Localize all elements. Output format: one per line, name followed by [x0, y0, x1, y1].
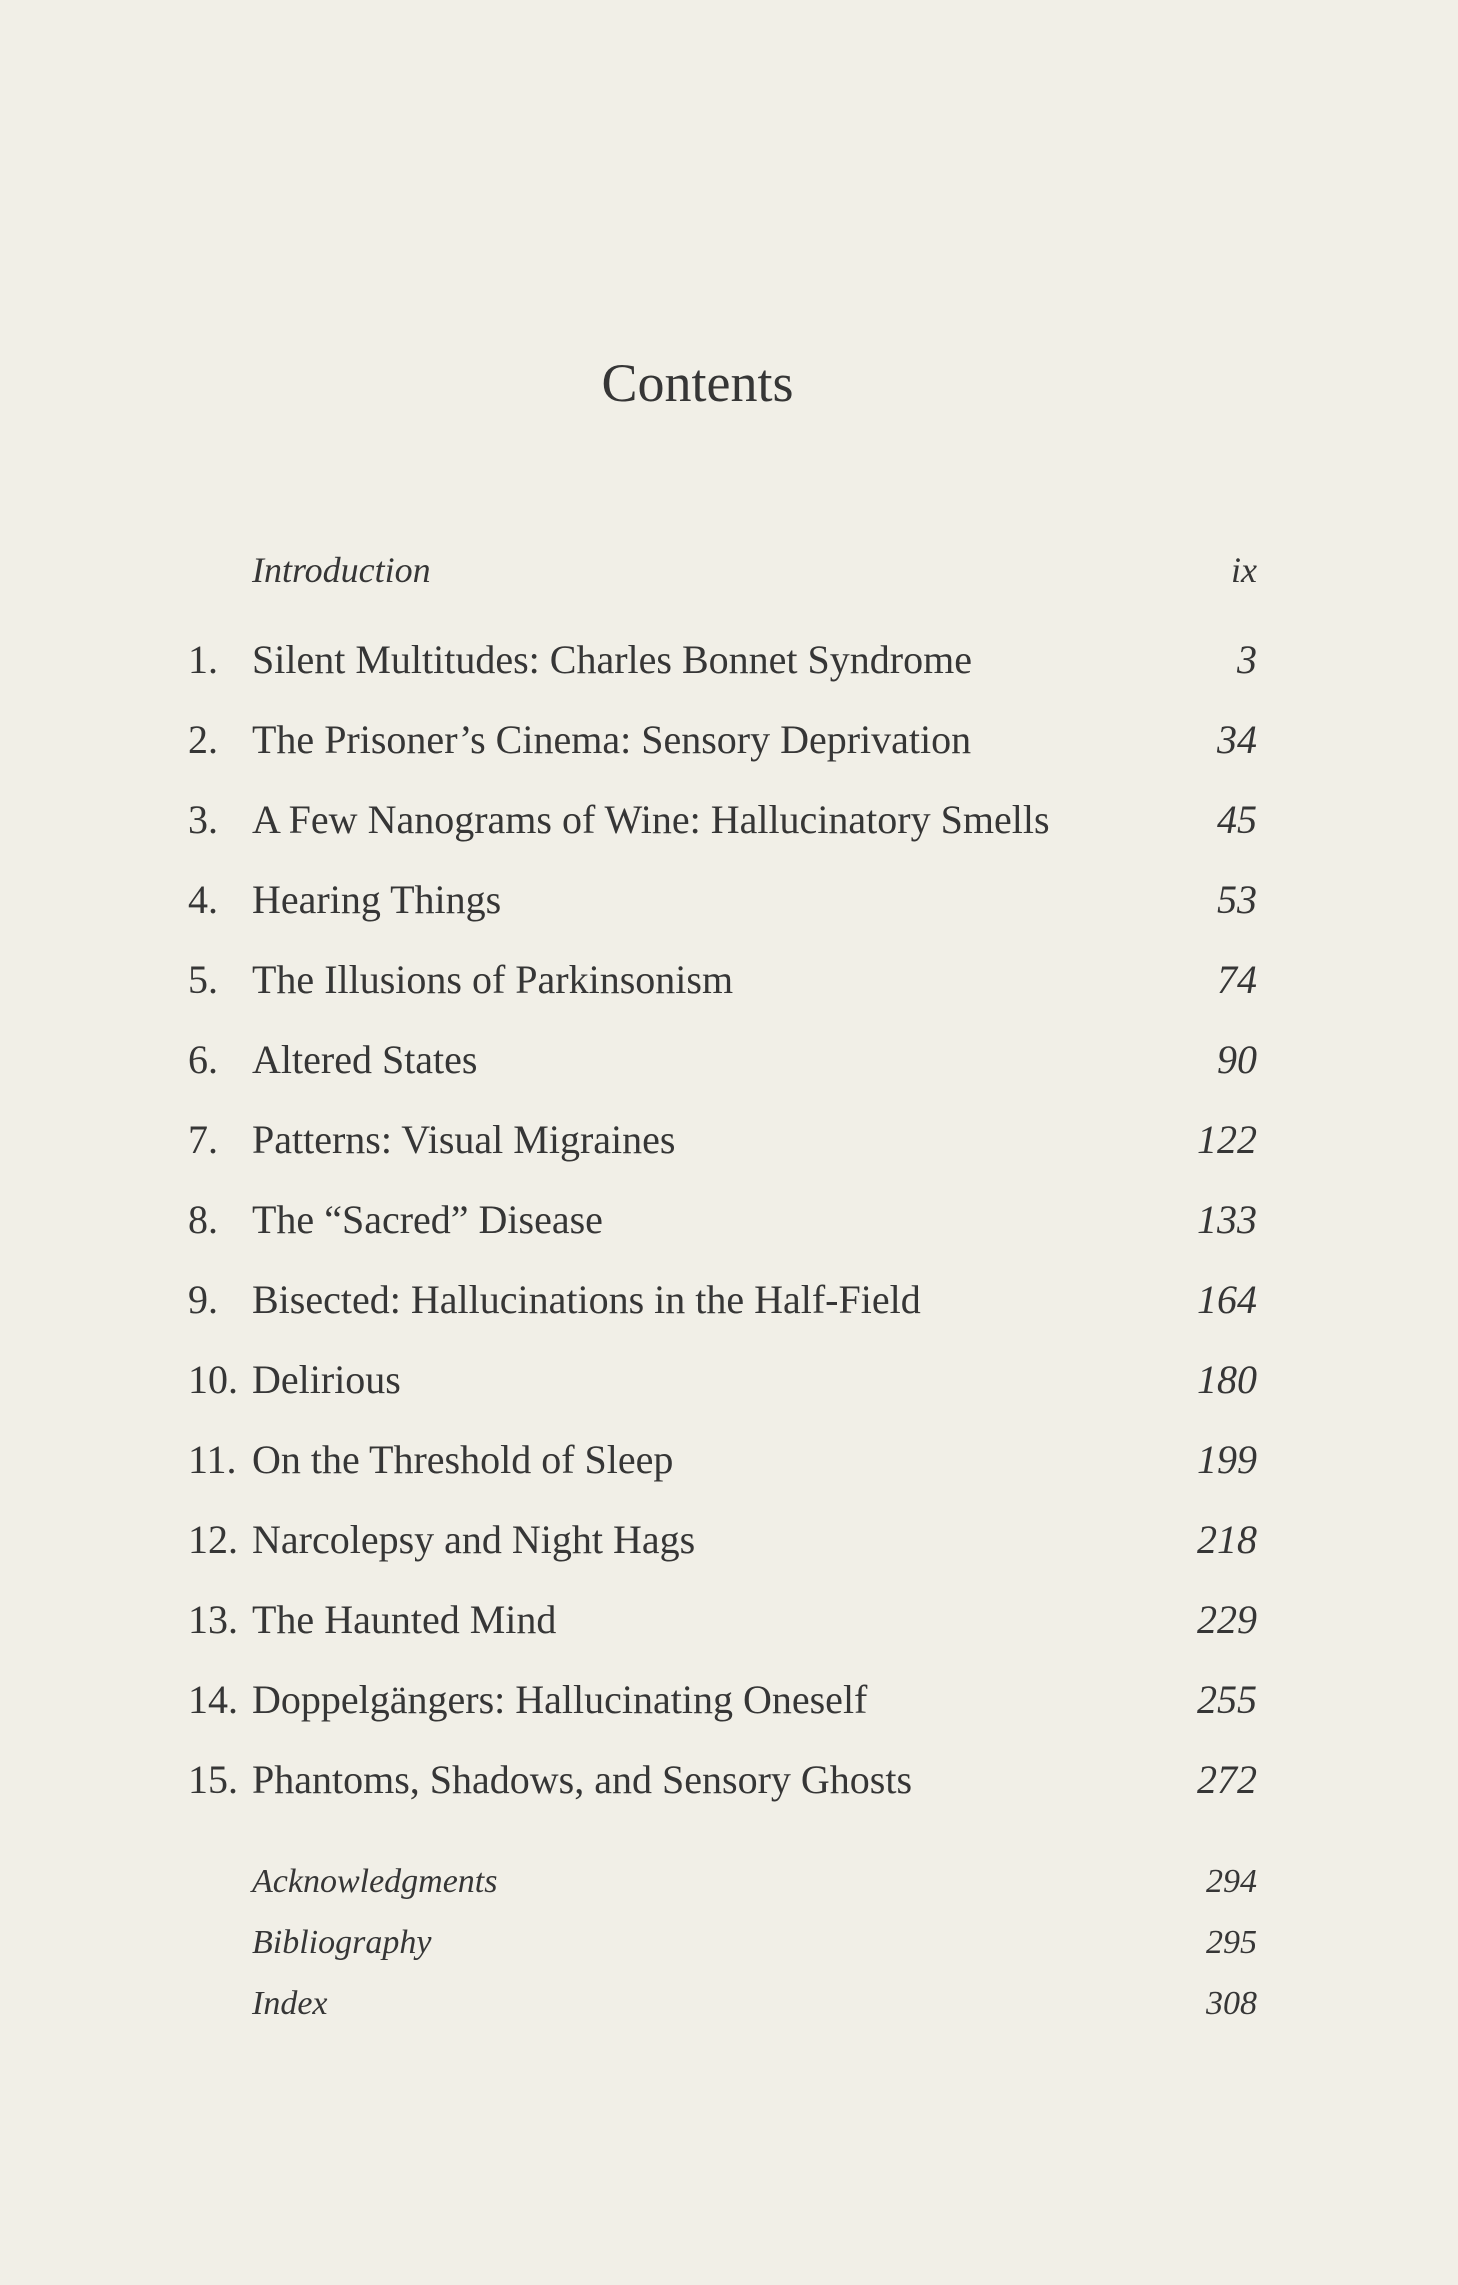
toc-entry-back-matter[interactable] — [0, 1973, 1458, 2034]
entry-page: 229 — [1197, 1597, 1257, 1642]
entry-label: Hearing Things — [252, 877, 502, 922]
entry-page: 53 — [1217, 877, 1257, 922]
entry-page: 3 — [1237, 637, 1257, 682]
entry-page: 180 — [1197, 1357, 1257, 1402]
entry-label: Silent Multitudes: Charles Bonnet Syndrome — [252, 637, 972, 682]
chapter-number: 2. — [188, 717, 218, 762]
entry-label: Acknowledgments — [252, 1863, 498, 1900]
entry-page: 272 — [1197, 1757, 1257, 1802]
entry-page: ix — [1231, 550, 1257, 590]
chapter-number: 5. — [188, 957, 218, 1002]
entry-page: 34 — [1217, 717, 1257, 762]
toc-entry-chapter[interactable] — [0, 860, 1458, 940]
entry-label: Doppelgängers: Hallucinating Oneself — [252, 1677, 868, 1722]
chapter-number: 9. — [188, 1277, 218, 1322]
toc-entry-back-matter[interactable] — [0, 1851, 1458, 1912]
chapter-number: 15. — [188, 1757, 238, 1802]
entry-page: 308 — [1206, 1985, 1257, 2022]
toc-entry-chapter[interactable] — [0, 940, 1458, 1020]
page-title: Contents — [601, 353, 794, 413]
chapter-number: 13. — [188, 1597, 238, 1642]
entry-label: Phantoms, Shadows, and Sensory Ghosts — [252, 1757, 913, 1802]
entry-label: The Prisoner’s Cinema: Sensory Deprivation — [252, 717, 972, 762]
toc-entry-chapter[interactable] — [0, 1180, 1458, 1260]
chapter-number: 7. — [188, 1117, 218, 1162]
entry-page: 74 — [1217, 957, 1257, 1002]
toc-entry-chapter[interactable] — [0, 1100, 1458, 1180]
entry-label: Narcolepsy and Night Hags — [252, 1517, 696, 1562]
toc-entry-chapter[interactable] — [0, 1020, 1458, 1100]
toc-entry-chapter[interactable] — [0, 1260, 1458, 1340]
toc-entry-back-matter[interactable] — [0, 1912, 1458, 1973]
entry-page: 294 — [1206, 1863, 1257, 1900]
chapter-number: 3. — [188, 797, 218, 842]
chapter-number: 6. — [188, 1037, 218, 1082]
toc-entry-introduction[interactable] — [0, 530, 1458, 610]
chapter-number: 1. — [188, 637, 218, 682]
entry-label: Bibliography — [252, 1924, 432, 1961]
toc-entry-chapter[interactable] — [0, 700, 1458, 780]
entry-label: Bisected: Hallucinations in the Half-Field — [252, 1277, 921, 1322]
chapter-number: 11. — [188, 1437, 237, 1482]
toc-entry-chapter[interactable] — [0, 780, 1458, 860]
toc-entry-chapter[interactable] — [0, 1740, 1458, 1820]
entry-label: A Few Nanograms of Wine: Hallucinatory Smells — [252, 797, 1050, 842]
entry-page: 133 — [1197, 1197, 1257, 1242]
entry-page: 90 — [1217, 1037, 1257, 1082]
toc-entry-chapter[interactable] — [0, 1580, 1458, 1660]
entry-label: Index — [252, 1985, 328, 2022]
chapter-number: 8. — [188, 1197, 218, 1242]
entry-page: 45 — [1217, 797, 1257, 842]
entry-label: Altered States — [252, 1037, 478, 1082]
entry-label: On the Threshold of Sleep — [252, 1437, 674, 1482]
chapter-number: 10. — [188, 1357, 238, 1402]
entry-page: 122 — [1197, 1117, 1257, 1162]
toc-entry-chapter[interactable] — [0, 1420, 1458, 1500]
entry-page: 295 — [1206, 1924, 1257, 1961]
chapter-number: 14. — [188, 1677, 238, 1722]
entry-page: 164 — [1197, 1277, 1257, 1322]
entry-page: 199 — [1197, 1437, 1257, 1482]
entry-label: The Haunted Mind — [252, 1597, 557, 1642]
entry-label: The Illusions of Parkinsonism — [252, 957, 734, 1002]
toc-entry-chapter[interactable] — [0, 1660, 1458, 1740]
chapter-number: 12. — [188, 1517, 238, 1562]
entry-label: Introduction — [252, 550, 431, 590]
entry-label: Delirious — [252, 1357, 401, 1402]
entry-page: 255 — [1197, 1677, 1257, 1722]
entry-label: Patterns: Visual Migraines — [252, 1117, 676, 1162]
entry-label: The “Sacred” Disease — [252, 1197, 603, 1242]
toc-entry-chapter[interactable] — [0, 1340, 1458, 1420]
toc-entry-chapter[interactable] — [0, 620, 1458, 700]
toc-entry-chapter[interactable] — [0, 1500, 1458, 1580]
chapter-number: 4. — [188, 877, 218, 922]
entry-page: 218 — [1197, 1517, 1257, 1562]
